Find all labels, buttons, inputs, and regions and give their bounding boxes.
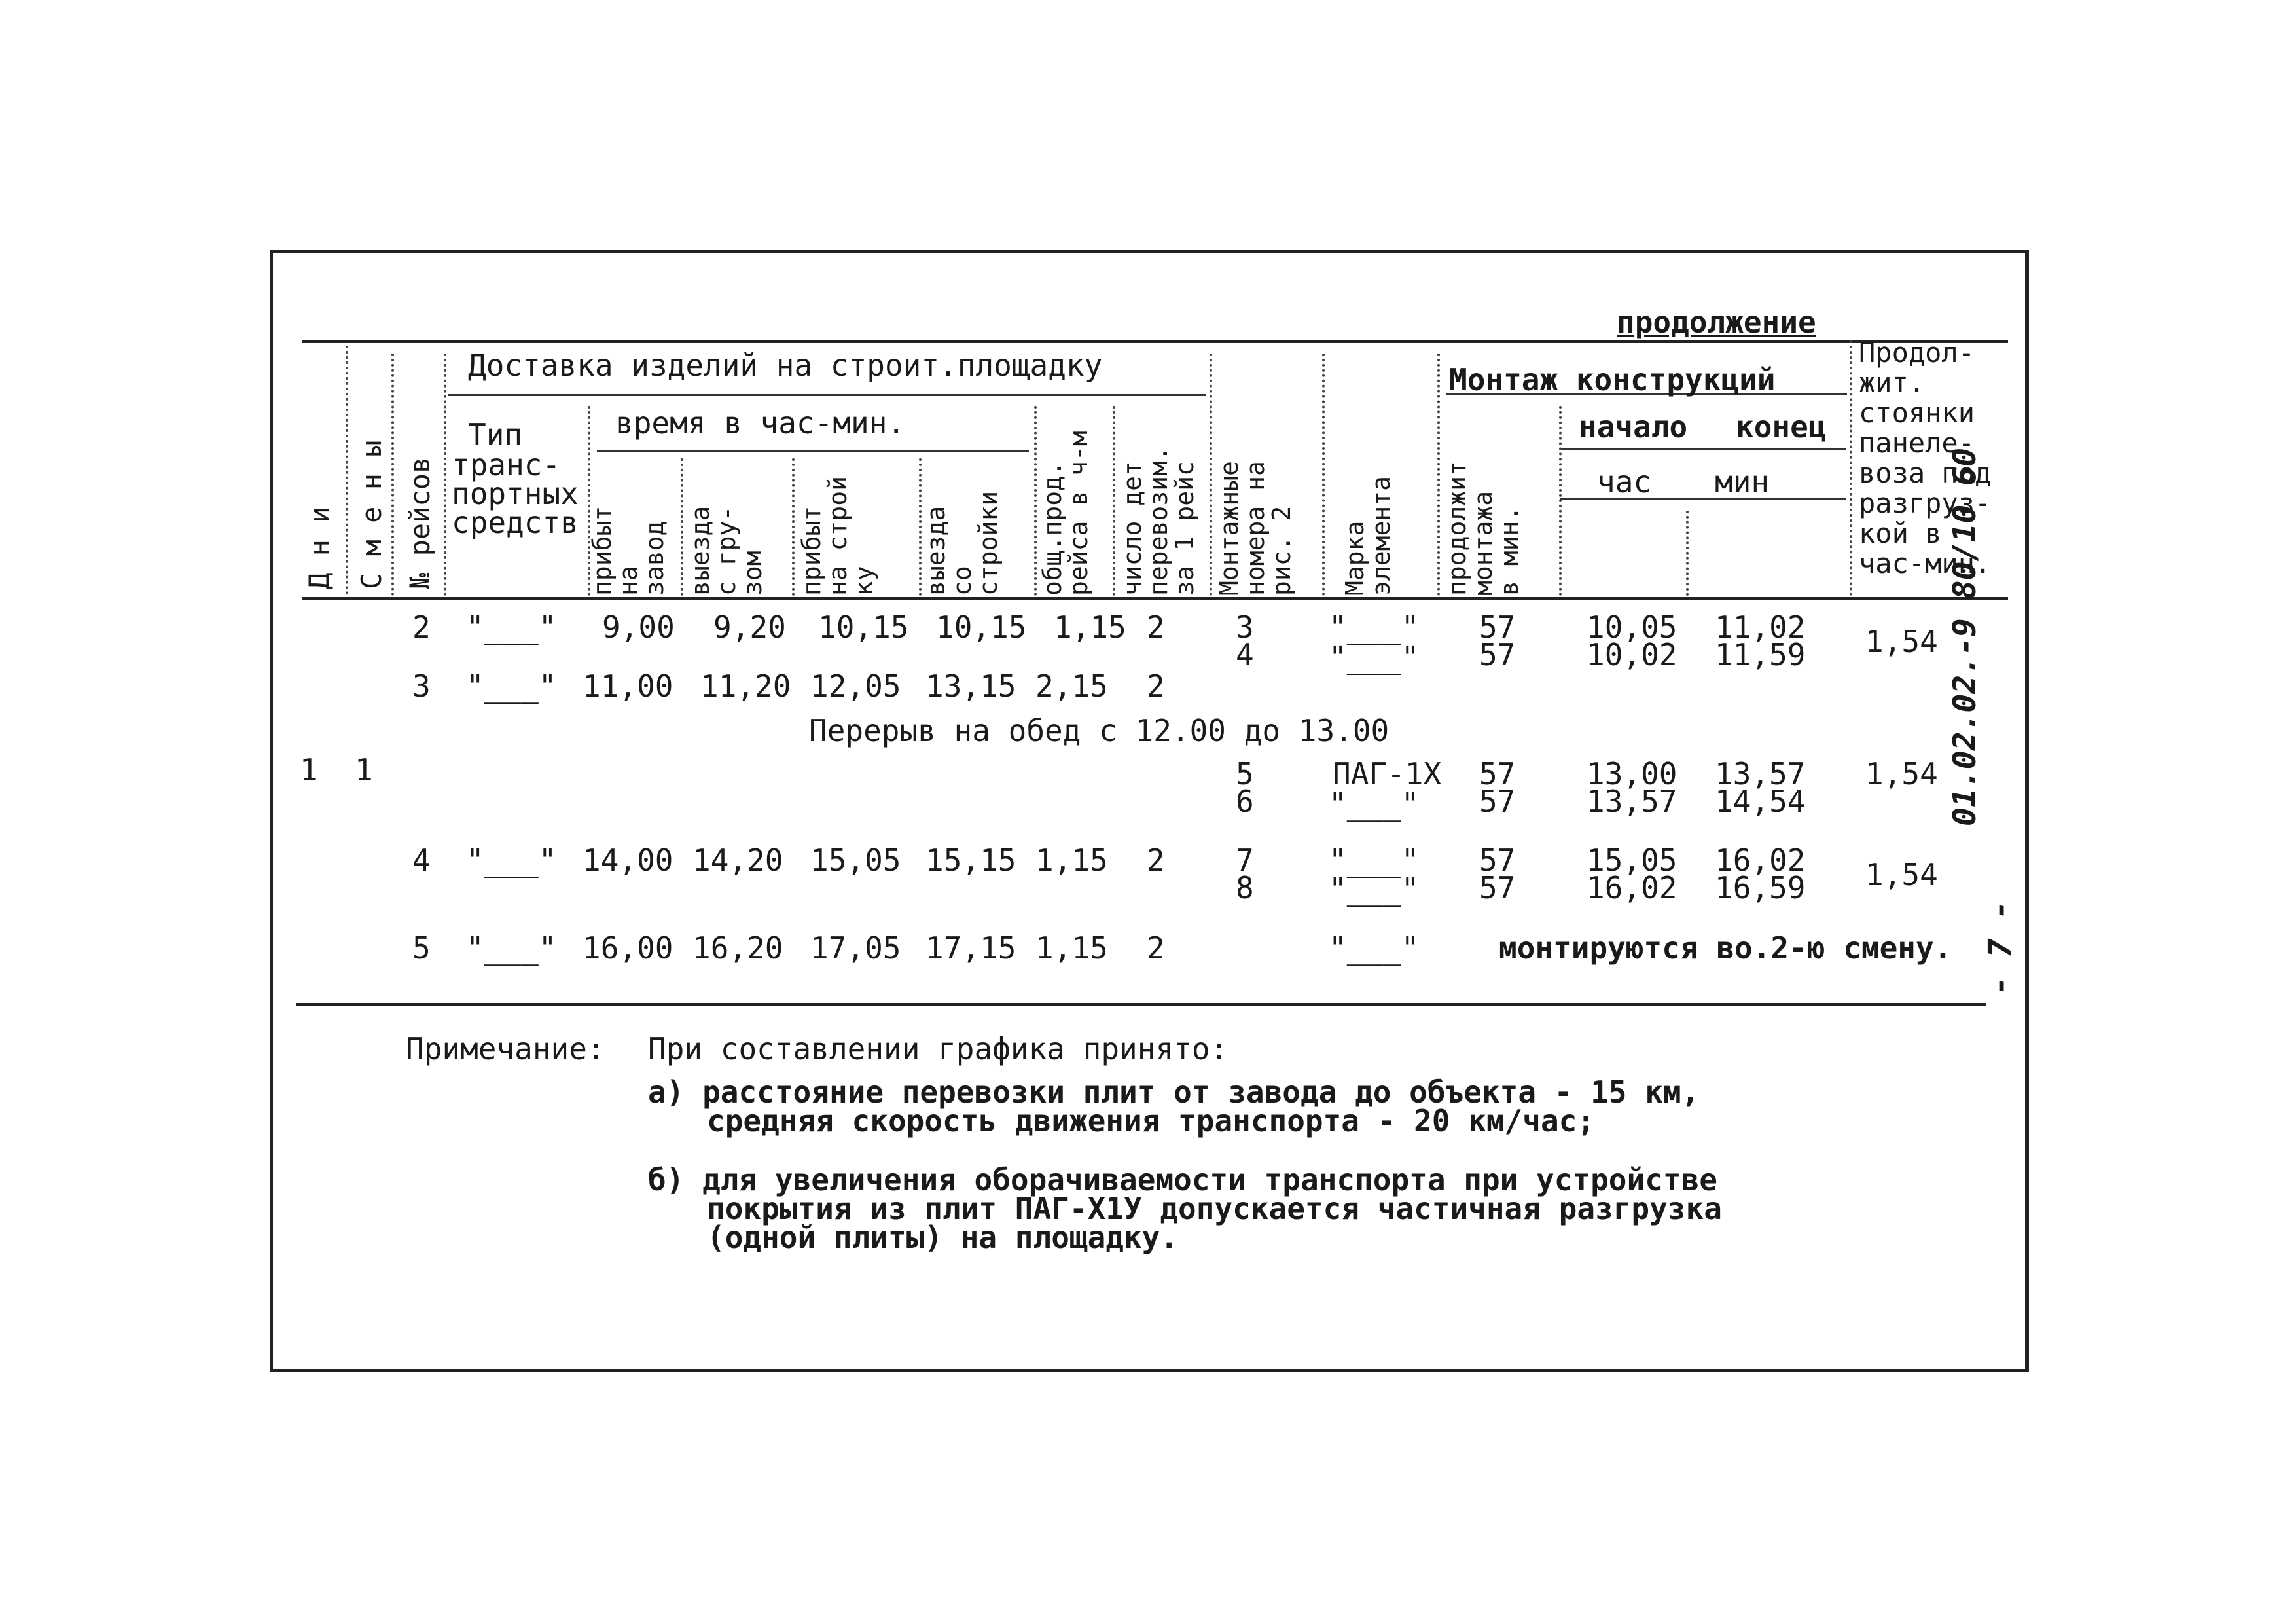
arrive-plant: 14,00 <box>583 843 673 878</box>
note-a-line1: а) расстояние перевозки плит от завода до объекта - 15 км, <box>648 1074 1700 1110</box>
mount-end: 11,59 <box>1715 637 1806 672</box>
table-bottom-rule <box>296 1003 1986 1006</box>
col-days-header: Д н и <box>303 506 335 589</box>
depart-loaded-header: выезда с гру- зом <box>686 505 767 596</box>
separator <box>346 346 348 594</box>
start-header: начало <box>1579 409 1688 445</box>
depart-site: 17,15 <box>925 930 1016 966</box>
element-mark-ditto: "___" <box>1329 871 1420 907</box>
depart-loaded: 9,20 <box>713 610 786 645</box>
separator <box>1113 406 1115 596</box>
depart-loaded: 11,20 <box>700 668 791 704</box>
element-mark-ditto: "___" <box>1329 930 1420 966</box>
time-rule <box>597 450 1029 452</box>
note-intro: При составлении графика принято: <box>648 1031 1229 1067</box>
transport-ditto: "___" <box>466 610 557 645</box>
standing-time: 1,54 <box>1865 624 1938 659</box>
element-mark: ПАГ-1Х <box>1333 756 1442 792</box>
standing-time: 1,54 <box>1865 756 1938 792</box>
trip-no: 3 <box>412 668 431 704</box>
depart-site: 13,15 <box>925 668 1016 704</box>
note-b-line3: (одной плиты) на площадку. <box>707 1220 1179 1255</box>
total-trip: 2,15 <box>1035 668 1108 704</box>
mount-number: 6 <box>1236 784 1254 819</box>
element-mark-ditto: "___" <box>1329 640 1420 675</box>
day-value: 1 <box>300 752 318 788</box>
mount-numbers-header: Монтажные номера на рис. 2 <box>1215 461 1296 596</box>
parts-count: 2 <box>1147 930 1165 966</box>
mount-number: 7 <box>1236 843 1254 878</box>
separator <box>1850 340 1852 596</box>
arrive-plant: 11,00 <box>583 668 673 704</box>
element-mark-ditto: "___" <box>1329 786 1420 822</box>
transport-ditto: "___" <box>466 668 557 704</box>
continuation-label: продолжение <box>1617 304 1816 340</box>
col-shifts-header: С м е н ы <box>355 440 387 589</box>
col-trip-header: № рейсов <box>404 456 436 589</box>
mount-number: 8 <box>1236 870 1254 905</box>
mount-start: 10,02 <box>1587 637 1677 672</box>
shift-value: 1 <box>355 752 373 788</box>
separator <box>444 354 446 596</box>
arrive-plant: 16,00 <box>583 930 673 966</box>
parts-count-header: число дет перевозим. за 1 рейс <box>1118 446 1199 596</box>
trip-no: 2 <box>412 610 431 645</box>
arrive-site: 12,05 <box>810 668 901 704</box>
transport-type-header-2: транс- <box>452 447 561 483</box>
arrive-site-header: прибыт на строй ку <box>797 475 878 596</box>
time-group-header: время в час-мин. <box>615 405 906 441</box>
element-mark-ditto: "___" <box>1329 843 1420 878</box>
mount-start: 10,05 <box>1587 610 1677 645</box>
separator <box>1034 406 1037 596</box>
lunch-break: Перерыв на обед с 12.00 до 13.00 <box>809 713 1390 748</box>
start-end-rule <box>1560 448 1846 450</box>
total-trip-header: общ.прод. рейса в ч-м <box>1038 431 1093 596</box>
arrive-plant: 9,00 <box>602 610 675 645</box>
mount-start: 16,02 <box>1587 870 1677 905</box>
mount-duration: 57 <box>1479 756 1516 792</box>
header-bottom-rule <box>302 597 2008 600</box>
separator <box>1437 354 1440 596</box>
depart-loaded: 14,20 <box>692 843 783 878</box>
delivery-header: Доставка изделий на строит.площадку <box>468 348 1103 383</box>
separator <box>391 354 394 596</box>
depart-loaded: 16,20 <box>692 930 783 966</box>
trip-no: 5 <box>412 930 431 966</box>
transport-type-header-4: средств <box>452 505 579 540</box>
transport-ditto: "___" <box>466 843 557 878</box>
arrive-plant-header: прибыт на завод <box>588 505 669 596</box>
page-marker: - 7 - <box>1982 900 2018 995</box>
mount-start: 13,00 <box>1587 756 1677 792</box>
mount-duration: 57 <box>1479 870 1516 905</box>
top-rule <box>302 340 2008 343</box>
end-header: конец <box>1736 409 1827 445</box>
separator <box>792 458 795 596</box>
mount-group-header: Монтаж конструкций <box>1449 362 1776 397</box>
note-b-line2: покрытия из плит ПАГ-Х1У допускается частичная разгрузка <box>707 1191 1722 1226</box>
separator <box>681 458 683 596</box>
mount-end: 13,57 <box>1715 756 1806 792</box>
mount-end: 16,59 <box>1715 870 1806 905</box>
standing-time: 1,54 <box>1865 857 1938 892</box>
separator <box>1686 511 1689 596</box>
mount-duration-header: продолжит монтажа в мин. <box>1443 461 1524 596</box>
mount-end: 14,54 <box>1715 784 1806 819</box>
total-trip: 1,15 <box>1035 930 1108 966</box>
element-mark-ditto: "___" <box>1329 610 1420 645</box>
separator <box>1559 406 1562 596</box>
arrive-site: 10,15 <box>818 610 909 645</box>
mount-duration: 57 <box>1479 843 1516 878</box>
hour-header: час <box>1597 464 1652 500</box>
transport-ditto: "___" <box>466 930 557 966</box>
mount-start: 13,57 <box>1587 784 1677 819</box>
note-label: Примечание: <box>406 1031 605 1067</box>
transport-type-header-3: портных <box>452 476 579 511</box>
separator <box>1210 354 1212 596</box>
depart-site: 10,15 <box>936 610 1027 645</box>
separator <box>1322 354 1325 596</box>
delivery-rule <box>448 394 1206 396</box>
depart-site: 15,15 <box>925 843 1016 878</box>
mount-number: 4 <box>1236 637 1254 672</box>
second-shift-note: монтируются во.2-ю смену. <box>1499 930 1952 966</box>
parts-count: 2 <box>1147 843 1165 878</box>
transport-type-header-1: Тип <box>468 417 523 452</box>
mount-duration: 57 <box>1479 784 1516 819</box>
mount-start: 15,05 <box>1587 843 1677 878</box>
min-header: мин <box>1715 464 1770 500</box>
mount-number: 5 <box>1236 756 1254 792</box>
arrive-site: 15,05 <box>810 843 901 878</box>
note-b-line1: б) для увеличения оборачиваемости транспорта при устройстве <box>648 1162 1717 1197</box>
side-code: 01.02.02.-9 80/10 60 <box>1946 448 1983 826</box>
parts-count: 2 <box>1147 668 1165 704</box>
note-a-line2: средняя скорость движения транспорта - 20 км/час; <box>707 1103 1596 1139</box>
arrive-site: 17,05 <box>810 930 901 966</box>
mount-end: 11,02 <box>1715 610 1806 645</box>
parts-count: 2 <box>1147 610 1165 645</box>
mount-duration: 57 <box>1479 610 1516 645</box>
standing-header: Продол- жит. стоянки панеле- воза под разгруз- кой в час-мин. <box>1859 337 1992 579</box>
mount-end: 16,02 <box>1715 843 1806 878</box>
total-trip: 1,15 <box>1035 843 1108 878</box>
trip-no: 4 <box>412 843 431 878</box>
mount-number: 3 <box>1236 610 1254 645</box>
total-trip: 1,15 <box>1054 610 1126 645</box>
element-mark-header: Марка элемента <box>1340 475 1395 596</box>
depart-site-header: выезда со стройки <box>922 490 1003 596</box>
mount-duration: 57 <box>1479 637 1516 672</box>
